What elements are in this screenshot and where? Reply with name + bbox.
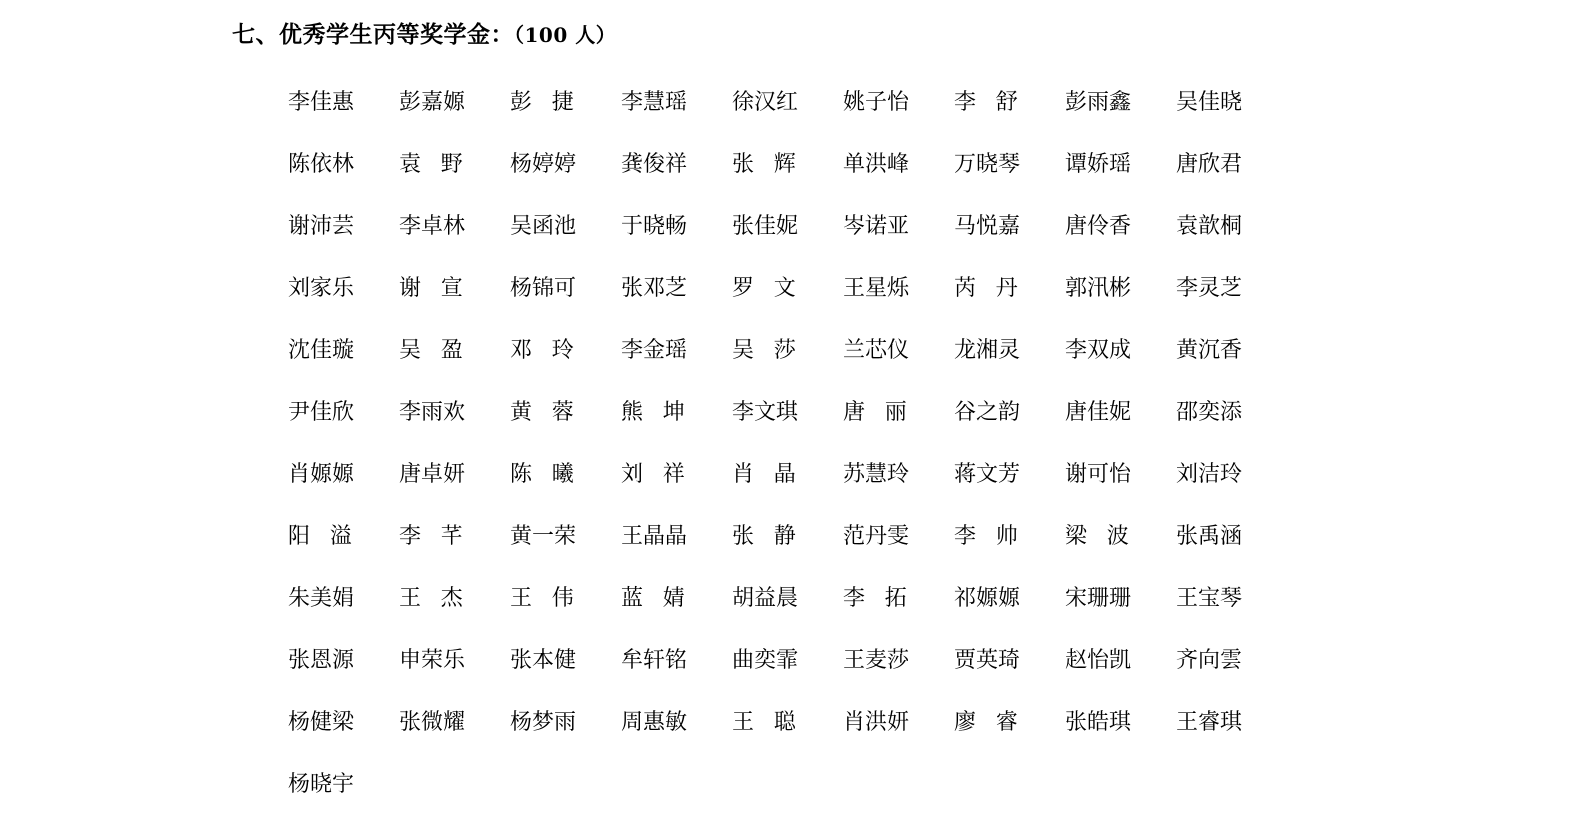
recipient-name: 杨健梁 xyxy=(288,710,355,735)
recipient-name: 梁波 xyxy=(1065,524,1149,549)
recipient-name: 朱美娟 xyxy=(288,586,355,611)
recipient-name: 蓝婧 xyxy=(621,586,705,611)
recipient-name: 李帅 xyxy=(954,524,1038,549)
recipient-name-grid xyxy=(288,72,1288,816)
recipient-name: 赵怡凯 xyxy=(1065,648,1132,673)
recipient-name: 罗文 xyxy=(732,276,816,301)
recipient-name: 陈依林 xyxy=(288,152,355,177)
recipient-count: （100 人） xyxy=(514,23,617,47)
recipient-name: 吴函池 xyxy=(510,214,577,239)
recipient-name: 谭娇瑶 xyxy=(1065,152,1132,177)
recipient-name: 王星烁 xyxy=(843,276,910,301)
recipient-name: 邵奕添 xyxy=(1176,400,1243,425)
recipient-name: 李慧瑶 xyxy=(621,90,688,115)
recipient-name: 尹佳欣 xyxy=(288,400,355,425)
recipient-name: 廖睿 xyxy=(954,710,1038,735)
recipient-name: 范丹雯 xyxy=(843,524,910,549)
recipient-name: 杨梦雨 xyxy=(510,710,577,735)
recipient-name: 张邓芝 xyxy=(621,276,688,301)
recipient-name: 祁嫄嫄 xyxy=(954,586,1021,611)
recipient-name: 刘洁玲 xyxy=(1176,462,1243,487)
recipient-name: 李芊 xyxy=(399,524,483,549)
recipient-name: 郭汛彬 xyxy=(1065,276,1132,301)
recipient-name: 张本健 xyxy=(510,648,577,673)
recipient-name: 彭捷 xyxy=(510,90,594,115)
recipient-name: 吴佳晓 xyxy=(1176,90,1243,115)
recipient-name: 马悦嘉 xyxy=(954,214,1021,239)
recipient-name: 王麦莎 xyxy=(843,648,910,673)
recipient-name: 申荣乐 xyxy=(399,648,466,673)
recipient-name: 张皓琪 xyxy=(1065,710,1132,735)
recipient-name: 李拓 xyxy=(843,586,927,611)
recipient-name: 谢可怡 xyxy=(1065,462,1132,487)
recipient-name: 彭雨鑫 xyxy=(1065,90,1132,115)
recipient-name: 姚子怡 xyxy=(843,90,910,115)
section-title: 优秀学生丙等奖学金： xyxy=(279,22,514,48)
recipient-name: 王聪 xyxy=(732,710,816,735)
recipient-name: 徐汉红 xyxy=(732,90,799,115)
recipient-name: 谷之韵 xyxy=(954,400,1021,425)
recipient-name: 张禹涵 xyxy=(1176,524,1243,549)
recipient-name: 肖嫄嫄 xyxy=(288,462,355,487)
recipient-name: 李佳惠 xyxy=(288,90,355,115)
recipient-name: 牟轩铭 xyxy=(621,648,688,673)
recipient-name: 贾英琦 xyxy=(954,648,1021,673)
recipient-name: 张微耀 xyxy=(399,710,466,735)
recipient-name: 李文琪 xyxy=(732,400,799,425)
recipient-name: 万晓琴 xyxy=(954,152,1021,177)
recipient-name: 唐丽 xyxy=(843,400,927,425)
recipient-name: 肖洪妍 xyxy=(843,710,910,735)
recipient-name: 单洪峰 xyxy=(843,152,910,177)
recipient-name: 袁野 xyxy=(399,152,483,177)
recipient-name: 周惠敏 xyxy=(621,710,688,735)
recipient-name: 肖晶 xyxy=(732,462,816,487)
recipient-name: 刘祥 xyxy=(621,462,705,487)
recipient-name: 曲奕霏 xyxy=(732,648,799,673)
recipient-name: 黄蓉 xyxy=(510,400,594,425)
recipient-name: 芮丹 xyxy=(954,276,1038,301)
recipient-name: 王睿琪 xyxy=(1176,710,1243,735)
recipient-name: 沈佳璇 xyxy=(288,338,355,363)
recipient-name: 李双成 xyxy=(1065,338,1132,363)
recipient-name: 宋珊珊 xyxy=(1065,586,1132,611)
recipient-name: 李卓林 xyxy=(399,214,466,239)
recipient-name: 吴莎 xyxy=(732,338,816,363)
recipient-name: 熊坤 xyxy=(621,400,705,425)
recipient-name: 谢宣 xyxy=(399,276,483,301)
recipient-name: 李舒 xyxy=(954,90,1038,115)
recipient-name: 岑诺亚 xyxy=(843,214,910,239)
recipient-name: 张静 xyxy=(732,524,816,549)
recipient-name: 谢沛芸 xyxy=(288,214,355,239)
recipient-name: 龙湘灵 xyxy=(954,338,1021,363)
section-number: 七、 xyxy=(232,22,279,48)
recipient-name: 张佳妮 xyxy=(732,214,799,239)
recipient-name: 杨锦可 xyxy=(510,276,577,301)
recipient-name: 王宝琴 xyxy=(1176,586,1243,611)
recipient-name: 唐伶香 xyxy=(1065,214,1132,239)
recipient-name: 杨晓宇 xyxy=(288,772,355,797)
recipient-name: 李金瑶 xyxy=(621,338,688,363)
recipient-name: 王晶晶 xyxy=(621,524,688,549)
recipient-name: 彭嘉嫄 xyxy=(399,90,466,115)
recipient-name: 王伟 xyxy=(510,586,594,611)
recipient-name: 张恩源 xyxy=(288,648,355,673)
recipient-name: 齐向雲 xyxy=(1176,648,1243,673)
recipient-name: 龚俊祥 xyxy=(621,152,688,177)
recipient-name: 吴盈 xyxy=(399,338,483,363)
recipient-name: 阳溢 xyxy=(288,524,372,549)
recipient-name: 唐欣君 xyxy=(1176,152,1243,177)
recipient-name: 刘家乐 xyxy=(288,276,355,301)
recipient-name: 胡益晨 xyxy=(732,586,799,611)
page-title xyxy=(232,16,616,49)
recipient-name: 苏慧玲 xyxy=(843,462,910,487)
recipient-name: 陈曦 xyxy=(510,462,594,487)
recipient-name: 黄一荣 xyxy=(510,524,577,549)
recipient-name: 王杰 xyxy=(399,586,483,611)
recipient-name: 于晓畅 xyxy=(621,214,688,239)
recipient-name: 张辉 xyxy=(732,152,816,177)
recipient-name: 黄沉香 xyxy=(1176,338,1243,363)
recipient-name: 唐卓妍 xyxy=(399,462,466,487)
recipient-name: 李雨欢 xyxy=(399,400,466,425)
recipient-name: 杨婷婷 xyxy=(510,152,577,177)
recipient-name: 袁歆桐 xyxy=(1176,214,1243,239)
recipient-name: 兰芯仪 xyxy=(843,338,910,363)
recipient-name: 邓玲 xyxy=(510,338,594,363)
recipient-name: 唐佳妮 xyxy=(1065,400,1132,425)
recipient-name: 李灵芝 xyxy=(1176,276,1243,301)
recipient-name: 蒋文芳 xyxy=(954,462,1021,487)
